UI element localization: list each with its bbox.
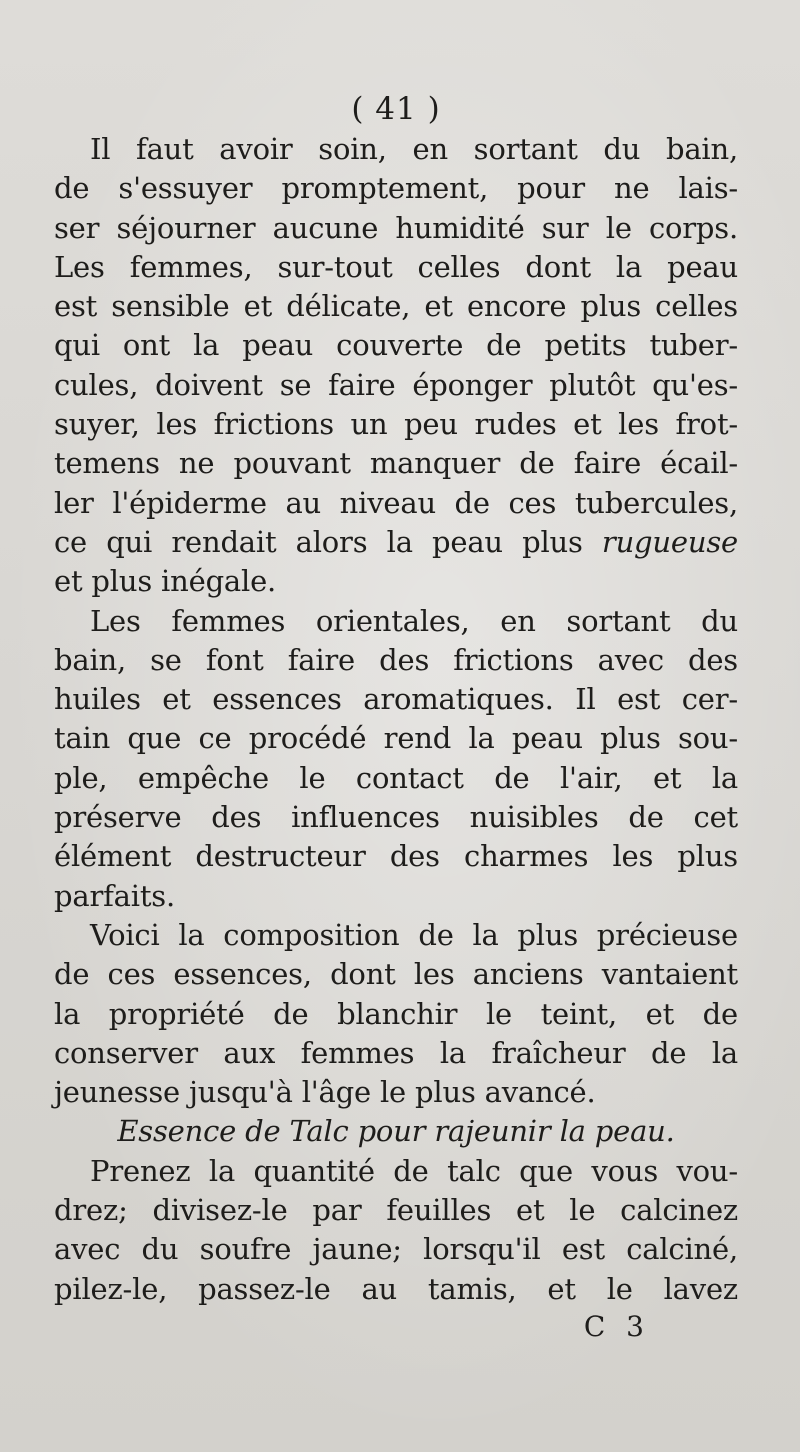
- text-line: [54, 1230, 738, 1269]
- text-line: [54, 1270, 738, 1309]
- text-line: [54, 248, 738, 287]
- text-line-content: Les femmes, sur-tout celles dont la peau: [54, 249, 738, 284]
- text-line-content: ple, empêche le contact de l'air, et la: [54, 760, 738, 795]
- text-line-content: qui ont la peau couverte de petits tuber-: [54, 328, 738, 363]
- text-line-content: drez; divisez-le par feuilles et le calcinez: [54, 1193, 738, 1228]
- text-line-content: temens ne pouvant manquer de faire écail-: [54, 446, 738, 481]
- text-line-content: Il faut avoir soin, en sortant du bain,: [90, 132, 738, 166]
- text-line: [54, 955, 738, 994]
- page-number: ( 41 ): [351, 91, 441, 127]
- text-line-content: jeunesse jusqu'à l'âge le plus avancé.: [54, 1075, 596, 1110]
- text-line-content: avec du soufre jaune; lorsqu'il est calciné,: [54, 1232, 738, 1267]
- text-line: [54, 759, 738, 798]
- text-line-content: pilez-le, passez-le au tamis, et le lavez: [54, 1271, 738, 1306]
- text-line-content: et plus inégale.: [54, 564, 277, 599]
- text-line: [54, 326, 738, 365]
- text-line-content: parfaits.: [54, 878, 175, 913]
- text-line: [54, 405, 738, 444]
- italic-word: rugueuse: [601, 524, 738, 559]
- text-line-content: ser séjourner aucune humidité sur le corps.: [54, 210, 738, 245]
- text-line: [54, 444, 738, 483]
- text-line: [54, 719, 738, 758]
- text-line-content: huiles et essences aromatiques. Il est cer-: [54, 682, 738, 717]
- text-line: [54, 995, 738, 1034]
- text-line: [54, 1191, 738, 1230]
- text-line-content: conserver aux femmes la fraîcheur de la: [54, 1035, 738, 1070]
- text-line: [54, 523, 738, 562]
- text-line-content: ce qui rendait alors la peau plus: [54, 524, 583, 559]
- text-line: [54, 1034, 738, 1073]
- text-line: [54, 366, 738, 405]
- page-text: [54, 88, 738, 1345]
- text-line-content: bain, se font faire des frictions avec des: [54, 642, 738, 677]
- text-line: [54, 837, 738, 876]
- signature-mark: C 3: [583, 1309, 650, 1343]
- text-line: [54, 484, 738, 523]
- text-line: [54, 1152, 738, 1191]
- text-line: [54, 287, 738, 326]
- text-line: [54, 877, 738, 916]
- text-line-content: ler l'épiderme au niveau de ces tubercules,: [54, 485, 738, 520]
- text-line-content: suyer, les frictions un peu rudes et les frot-: [54, 407, 738, 442]
- text-line-content: cules, doivent se faire éponger plutôt qu'es-: [54, 367, 738, 402]
- text-line: [54, 169, 738, 208]
- text-line: [54, 130, 738, 169]
- text-line: [54, 1112, 738, 1151]
- text-line: [54, 209, 738, 248]
- text-line: [54, 916, 738, 955]
- text-line: [54, 680, 738, 719]
- paragraph-lines: [54, 130, 738, 1309]
- text-line-content: tain que ce procédé rend la peau plus sou-: [54, 721, 738, 756]
- text-line: [54, 1073, 738, 1112]
- text-line-content: la propriété de blanchir le teint, et de: [54, 996, 738, 1031]
- text-line: [54, 798, 738, 837]
- text-line-content: élément destructeur des charmes les plus: [54, 839, 738, 874]
- text-line-content: Les femmes orientales, en sortant du: [90, 603, 738, 638]
- text-line-content: préserve des influences nuisibles de cet: [54, 800, 738, 835]
- text-line: [54, 641, 738, 680]
- text-line-content: Essence de Talc pour rajeunir la peau.: [117, 1114, 675, 1149]
- text-line-content: est sensible et délicate, et encore plus celles: [54, 289, 738, 324]
- text-line: [54, 602, 738, 641]
- text-line-content: Prenez la quantité de talc que vous vou-: [90, 1153, 738, 1188]
- text-line: [54, 562, 738, 601]
- text-line-content: de ces essences, dont les anciens vantaient: [54, 957, 738, 992]
- text-line-content: de s'essuyer promptement, pour ne lais-: [54, 171, 738, 206]
- text-line-content: Voici la composition de la plus précieuse: [90, 917, 738, 952]
